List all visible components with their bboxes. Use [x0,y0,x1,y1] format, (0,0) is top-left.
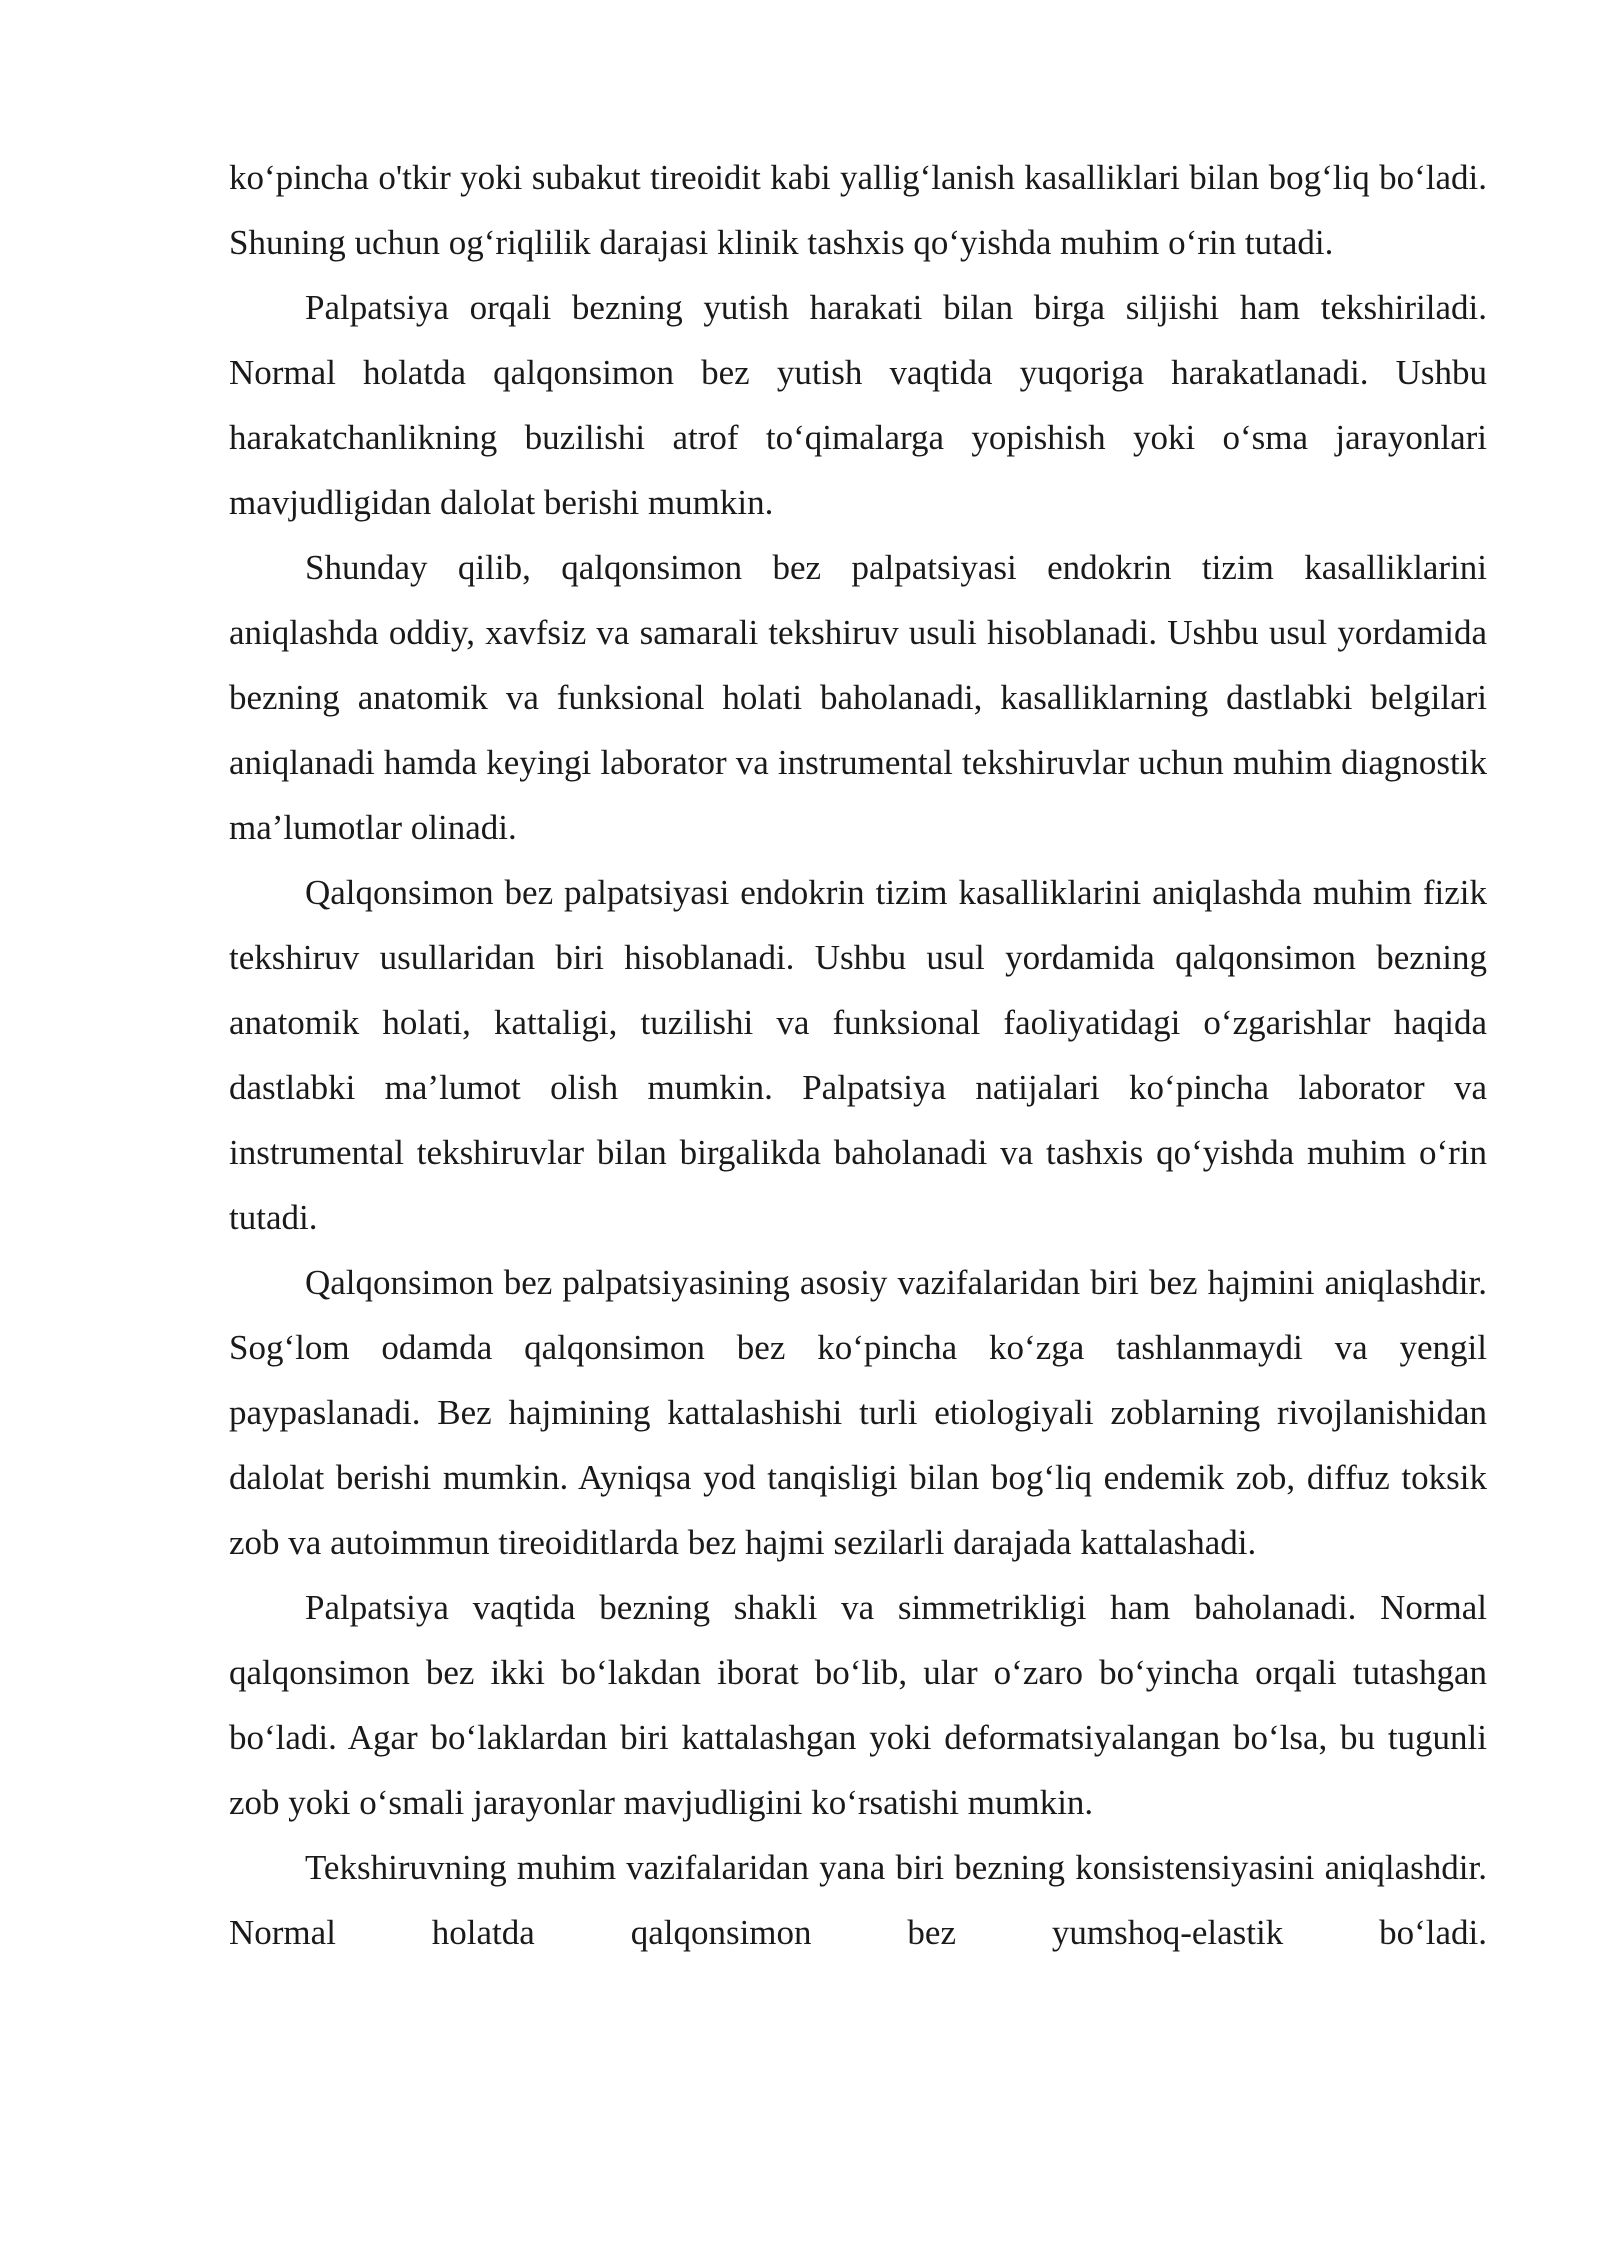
paragraph-5: Qalqonsimon bez palpatsiyasining asosiy vazifalaridan biri bez hajmini aniqlashdir. Sog‘lom odamda qalqonsimon bez ko‘pincha ko‘zga tashlanmaydi va yengil paypaslanadi. Bez hajmining kattalashishi turli etiologiyali zoblarning rivojlanishidan dalolat berishi mumkin. Ayniqsa yod tanqisligi bilan bog‘liq endemik zob, diffuz toksik zob va autoimmun tireoiditlarda bez hajmi sezilarli darajada kattalashadi. [229,1263,1487,1562]
paragraph-3: Shunday qilib, qalqonsimon bez palpatsiyasi endokrin tizim kasalliklarini aniqlashda oddiy, xavfsiz va samarali tekshiruv usuli hisoblanadi. Ushbu usul yordamida bezning anatomik va funksional holati baholanadi, kasalliklarning dastlabki belgilari aniqlanadi hamda keyingi laborator va instrumental tekshiruvlar uchun muhim diagnostik ma’lumotlar olinadi. [229,548,1487,847]
paragraph-2: Palpatsiya orqali bezning yutish harakati bilan birga siljishi ham tekshiriladi. Normal holatda qalqonsimon bez yutish vaqtida yuqoriga harakatlanadi. Ushbu harakatchanlikning buzilishi atrof to‘qimalarga yopishish yoki o‘sma jarayonlari mavjudligidan dalolat berishi mumkin. [229,288,1487,522]
paragraph-7: Tekshiruvning muhim vazifalaridan yana biri bezning konsistensiyasini aniqlashdir. Normal holatda qalqonsimon bez yumshoq-elastik bo‘ladi. [229,1848,1487,1952]
document-body [229,145,1487,1965]
paragraph-6: Palpatsiya vaqtida bezning shakli va simmetrikligi ham baholanadi. Normal qalqonsimon bez ikki bo‘lakdan iborat bo‘lib, ular o‘zaro bo‘yincha orqali tutashgan bo‘ladi. Agar bo‘laklardan biri kattalashgan yoki deformatsiyalangan bo‘lsa, bu tugunli zob yoki o‘smali jarayonlar mavjudligini ko‘rsatishi mumkin. [229,1588,1487,1822]
paragraph-1: ko‘pincha o'tkir yoki subakut tireoidit kabi yallig‘lanish kasalliklari bilan bog‘liq bo‘ladi. Shuning uchun og‘riqlilik darajasi klinik tashxis qo‘yishda muhim o‘rin tutadi. [229,158,1487,262]
paragraph-4: Qalqonsimon bez palpatsiyasi endokrin tizim kasalliklarini aniqlashda muhim fizik tekshiruv usullaridan biri hisoblanadi. Ushbu usul yordamida qalqonsimon bezning anatomik holati, kattaligi, tuzilishi va funksional faoliyatidagi o‘zgarishlar haqida dastlabki ma’lumot olish mumkin. Palpatsiya natijalari ko‘pincha laborator va instrumental tekshiruvlar bilan birgalikda baholanadi va tashxis qo‘yishda muhim o‘rin tutadi. [229,873,1487,1237]
